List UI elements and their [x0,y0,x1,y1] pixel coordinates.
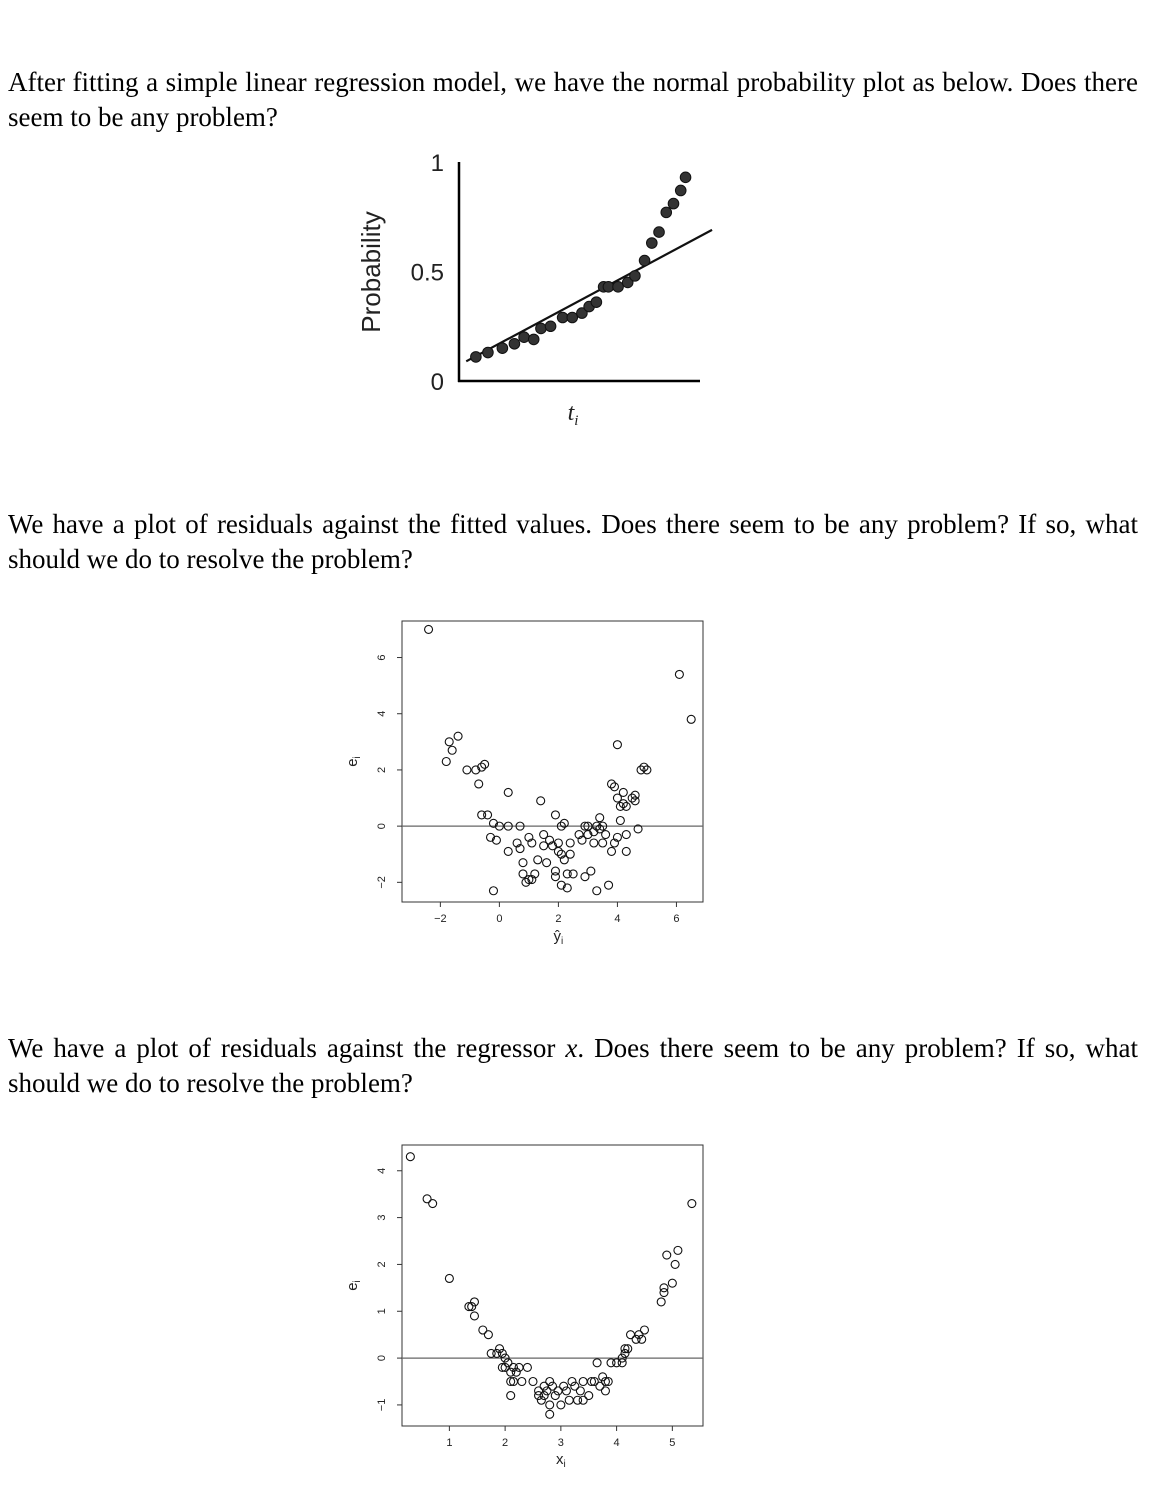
data-point [540,831,548,839]
data-point [593,887,601,895]
data-point [622,847,630,855]
probability-plot-reference-line [466,230,712,361]
data-point [647,238,658,249]
data-point [545,321,556,332]
data-point [566,850,574,858]
data-point [557,312,568,323]
data-point [610,839,618,847]
data-point [551,1392,559,1400]
data-point [577,308,588,319]
data-point [613,833,621,841]
data-point [535,1392,543,1400]
data-point [489,887,497,895]
y-axis-label-subscript: i [352,756,363,759]
question-3-text-before: We have a plot of residuals against the regressor [8,1033,566,1063]
x-axis-label: $ŷ_i$ [553,928,564,947]
data-point [596,814,604,822]
data-point [688,1200,696,1208]
question-1-text: After fitting a simple linear regression model, we have the normal probability plot as below. Does there seem to be any problem? [8,67,1138,132]
data-point [660,1289,668,1297]
data-point [507,1378,515,1386]
data-point [593,1359,601,1367]
data-point [497,343,508,354]
data-point [628,794,636,802]
plot-frame [402,1145,703,1426]
data-point [660,1284,668,1292]
data-point [584,301,595,312]
data-point [608,847,616,855]
data-point [463,766,471,774]
data-point [562,1387,570,1395]
data-point [516,845,524,853]
data-point [675,670,683,678]
data-point [560,856,568,864]
data-point [406,1153,414,1161]
data-point [493,1349,501,1357]
data-point [584,831,592,839]
data-point [504,847,512,855]
data-point [470,1312,478,1320]
data-point [546,1401,554,1409]
data-point [498,1363,506,1371]
data-point [507,1368,515,1376]
data-point [622,831,630,839]
data-point [509,338,520,349]
y-tick-label: 0 [430,369,444,396]
data-point [425,625,433,633]
data-point [465,1303,473,1311]
data-point [560,1382,568,1390]
data-point [687,715,695,723]
y-tick-label: 1 [430,150,444,177]
data-point [495,822,503,830]
data-point [492,836,500,844]
question-2-text: We have a plot of residuals against the fitted values. Does there seem to be any problem? If so, what should we do to resolve the problem? [8,509,1138,574]
x-tick-label: 4 [614,913,621,925]
regressor-variable: x [565,1033,578,1063]
data-point [489,819,497,827]
data-point [475,780,483,788]
data-point [590,839,598,847]
data-point [661,207,672,218]
data-point [442,758,450,766]
data-point [445,1274,453,1282]
data-point [618,1354,626,1362]
data-point [471,352,482,363]
x-axis-label-subscript: i [561,936,564,947]
y-tick-label: 2 [376,1261,388,1268]
data-point [618,1359,626,1367]
data-point [501,1354,509,1362]
data-point [549,842,557,850]
residuals-fitted-ticks [344,654,680,947]
x-axis-label-subscript: i [563,1459,566,1470]
data-point [551,811,559,819]
data-point [605,881,613,889]
data-point [549,1382,557,1390]
data-point [522,878,530,886]
question-3-text-after: . Does there seem to be any problem? If so, what should we do to resolve the problem? [8,1033,1138,1098]
data-point [680,172,691,183]
data-point [579,1378,587,1386]
data-point [639,255,650,266]
data-point [554,847,562,855]
data-point [619,788,627,796]
data-point [638,1335,646,1343]
data-point [537,1396,545,1404]
data-point [554,839,562,847]
data-point [536,323,547,334]
x-tick-label: 4 [613,1437,620,1449]
data-point [429,1200,437,1208]
data-point [519,332,530,343]
data-point [613,1359,621,1367]
data-point [624,1345,632,1353]
data-point [610,783,618,791]
data-point [543,1387,551,1395]
data-point [515,1363,523,1371]
question-3-text [8,1031,1138,1101]
data-point [567,312,578,323]
data-point [575,831,583,839]
data-point [631,797,639,805]
plot-frame [402,621,703,902]
residuals-regressor-ticks [344,1168,675,1470]
data-point [596,825,604,833]
data-point [590,828,598,836]
y-tick-label: −1 [376,1398,388,1412]
data-point [608,780,616,788]
data-point [627,1331,635,1339]
data-point [635,1331,643,1339]
x-tick-label: −2 [434,913,447,925]
data-point [551,867,559,875]
data-point [448,746,456,754]
x-tick-label: 6 [673,913,680,925]
data-point [504,822,512,830]
data-point [487,833,495,841]
data-point [519,870,527,878]
data-point [613,794,621,802]
data-point [528,334,539,345]
data-point [601,1378,609,1386]
data-point [525,876,533,884]
data-point [496,1345,504,1353]
data-point [674,1246,682,1254]
x-tick-label: 2 [555,913,562,925]
x-tick-label: 1 [446,1437,453,1449]
y-tick-label: 2 [376,766,388,773]
data-point [534,856,542,864]
data-point [632,1335,640,1343]
data-point [619,800,627,808]
probability-plot-axes [458,162,700,382]
data-point [621,1345,629,1353]
data-point [569,870,577,878]
data-point [518,1378,526,1386]
data-point [551,873,559,881]
data-point [581,873,589,881]
data-point [484,811,492,819]
data-point [622,277,633,288]
data-point [603,282,614,293]
x-axis-label: $t_i$ [567,400,579,429]
data-point [631,791,639,799]
data-point [568,1378,576,1386]
x-tick-label: 2 [502,1437,509,1449]
data-point [535,1387,543,1395]
data-point [584,822,592,830]
data-point [599,839,607,847]
data-point [525,833,533,841]
y-tick-label: −2 [376,876,388,889]
data-point [478,811,486,819]
data-point [640,1326,648,1334]
data-point [563,870,571,878]
data-point [472,766,480,774]
data-point [554,1387,562,1395]
y-axis-label: $e_i$ [344,1280,363,1291]
data-point [483,347,494,358]
y-tick-label: 4 [376,1167,388,1174]
data-point [543,859,551,867]
data-point [540,842,548,850]
data-point [602,831,610,839]
data-point [581,822,589,830]
probability-plot-labels [356,150,578,429]
data-point [593,822,601,830]
x-axis-label-subscript: i [574,413,579,429]
data-point [504,788,512,796]
data-point [668,198,679,209]
data-point [671,1260,679,1268]
reference-line [466,230,712,361]
x-tick-label: 3 [557,1437,564,1449]
data-point [523,1363,531,1371]
y-tick-label: 1 [376,1308,388,1315]
data-point [546,1410,554,1418]
data-point [657,1298,665,1306]
data-point [599,822,607,830]
data-point [591,297,602,308]
data-point [668,1279,676,1287]
data-point [557,881,565,889]
x-tick-label: 5 [669,1437,676,1449]
y-tick-label: 4 [376,710,388,717]
data-point [546,1378,554,1386]
data-point [643,766,651,774]
data-point [585,1392,593,1400]
probability-plot-points [471,172,691,362]
data-point [498,1349,506,1357]
data-point [479,1326,487,1334]
data-point [519,859,527,867]
data-point [599,1373,607,1381]
data-point [613,282,624,293]
data-point [565,1396,573,1404]
data-point [590,1378,598,1386]
y-axis-label-subscript: i [352,1280,363,1283]
residuals-fitted-points [425,625,696,894]
data-point [540,1382,548,1390]
data-point [528,839,536,847]
y-tick-label: 6 [376,654,388,661]
data-point [622,802,630,810]
data-point [557,822,565,830]
residuals-fitted-frame [402,621,703,902]
data-point [546,836,554,844]
residuals-regressor-points [406,1153,695,1419]
data-point [576,1387,584,1395]
data-point [604,1378,612,1386]
data-point [654,227,665,238]
x-axis-label: $x_i$ [555,1451,566,1470]
data-point [663,1251,671,1259]
data-point [675,185,686,196]
data-point [423,1195,431,1203]
residuals-regressor-frame [402,1145,703,1426]
data-point [563,884,571,892]
data-point [579,1396,587,1404]
data-point [507,1392,515,1400]
data-point [537,797,545,805]
y-axis-label: Probability [356,211,386,333]
data-point [634,825,642,833]
data-point [454,732,462,740]
data-point [637,766,645,774]
data-point [512,1368,520,1376]
data-point [598,282,609,293]
y-tick-label: 0.5 [410,259,444,287]
y-axis-label: $e_i$ [344,756,363,767]
data-point [481,760,489,768]
data-point [578,836,586,844]
data-point [468,1303,476,1311]
data-point [513,839,521,847]
data-point [588,1378,596,1386]
y-tick-label: 0 [376,823,388,830]
data-point [529,1378,537,1386]
data-point [616,802,624,810]
data-point [509,1378,517,1386]
data-point [531,870,539,878]
data-point [445,738,453,746]
data-point [613,741,621,749]
data-point [528,876,536,884]
data-point [587,867,595,875]
y-tick-label: 3 [376,1214,388,1221]
data-point [596,1382,604,1390]
data-point [557,1401,565,1409]
data-point [478,763,486,771]
y-tick-label: 0 [376,1355,388,1362]
data-point [540,1392,548,1400]
data-point [484,1331,492,1339]
data-point [504,1359,512,1367]
data-point [640,763,648,771]
data-point [516,822,524,830]
data-point [571,1382,579,1390]
data-point [566,839,574,847]
data-point [470,1298,478,1306]
data-point [630,271,641,282]
data-point [616,817,624,825]
data-point [621,1349,629,1357]
data-point [607,1359,615,1367]
data-point [601,1387,609,1395]
x-tick-label: 0 [496,913,503,925]
data-point [487,1349,495,1357]
data-point [509,1363,517,1371]
data-point [560,819,568,827]
data-point [557,850,565,858]
data-point [574,1396,582,1404]
data-point [501,1363,509,1371]
